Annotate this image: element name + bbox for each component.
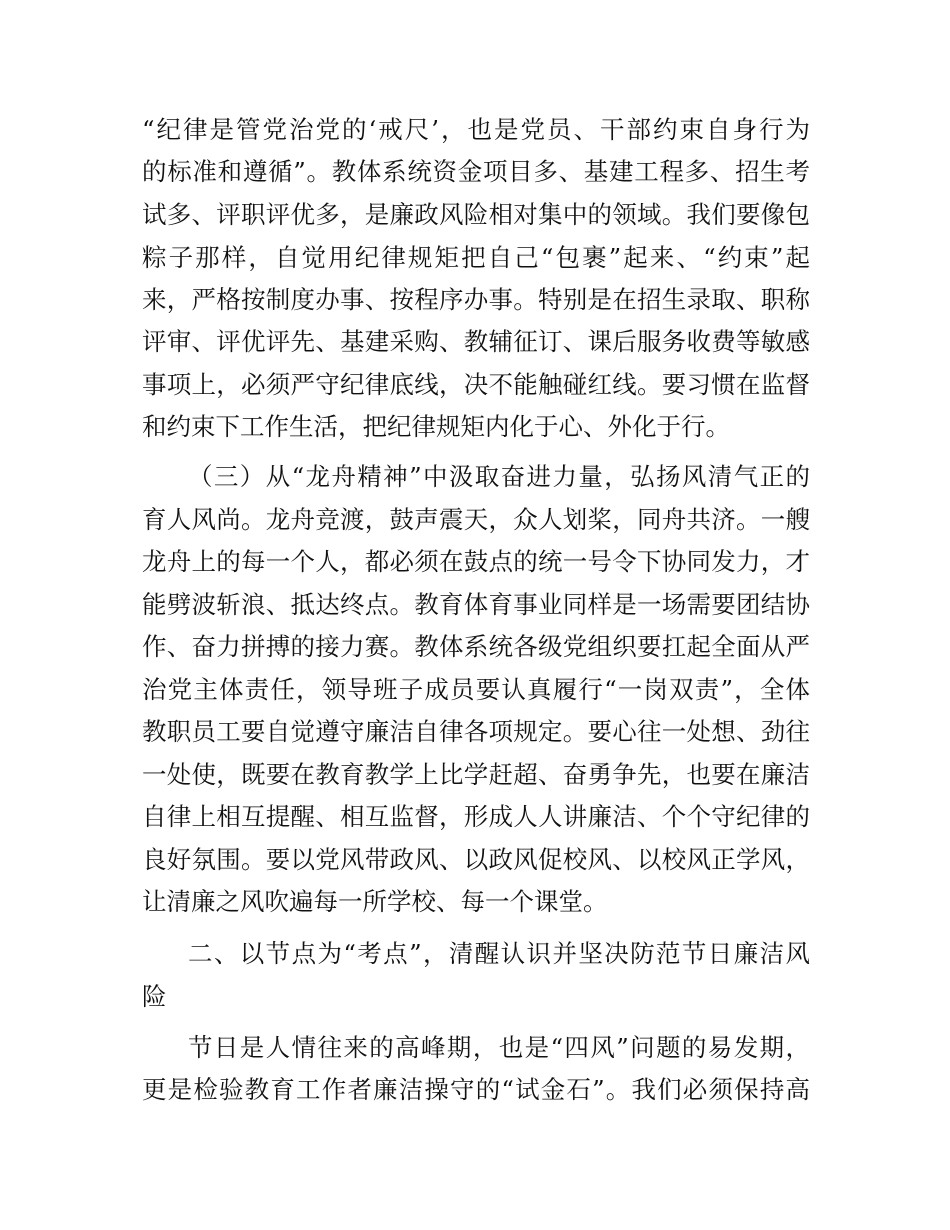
text-line: 治党主体责任，领导班子成员要认真履行“一岗双责”，全体 (142, 675, 810, 704)
section-heading-2-continuation: 险 (142, 982, 167, 1011)
text-line: 能劈波斩浪、抵达终点。教育体育事业同样是一场需要团结协 (142, 590, 810, 619)
text-line: 节日是人情往来的高峰期，也是“四风”问题的易发期， (188, 1033, 810, 1062)
text-line: 良好氛围。要以党风带政风、以政风促校风、以校风正学风， (142, 845, 810, 874)
text-line: 龙舟上的每一个人，都必须在鼓点的统一号令下协同发力，才 (142, 547, 810, 576)
section-heading-3: （三）从“龙舟精神”中汲取奋进力量，弘扬风清气正的 (188, 462, 810, 491)
text-line: 教职员工要自觉遵守廉洁自律各项规定。要心往一处想、劲往 (142, 717, 810, 746)
text-line: 的标准和遵循”。教体系统资金项目多、基建工程多、招生考 (142, 157, 810, 186)
text-line: 试多、评职评优多，是廉政风险相对集中的领域。我们要像包 (142, 200, 810, 229)
text-line: 更是检验教育工作者廉洁操守的“试金石”。我们必须保持高 (142, 1075, 810, 1104)
text-line: 粽子那样，自觉用纪律规矩把自己“包裹”起来、“约束”起 (142, 243, 810, 272)
section-heading-2: 二、以节点为“考点”，清醒认识并坚决防范节日廉洁风 (188, 939, 810, 968)
text-line: 评审、评优评先、基建采购、教辅征订、课后服务收费等敏感 (142, 327, 810, 356)
text-line: 作、奋力拼搏的接力赛。教体系统各级党组织要扛起全面从严 (142, 632, 810, 661)
text-line: 来，严格按制度办事、按程序办事。特别是在招生录取、职称 (142, 285, 810, 314)
text-line: “纪律是管党治党的‘戒尺’，也是党员、干部约束自身行为 (142, 115, 810, 144)
text-line: 事项上，必须严守纪律底线，决不能触碰红线。要习惯在监督 (142, 370, 810, 399)
text-line: 和约束下工作生活，把纪律规矩内化于心、外化于行。 (142, 412, 730, 441)
text-line: 自律上相互提醒、相互监督，形成人人讲廉洁、个个守纪律的 (142, 802, 810, 831)
text-line: 让清廉之风吹遍每一所学校、每一个课堂。 (142, 887, 608, 916)
text-line: 育人风尚。龙舟竞渡，鼓声震天，众人划桨，同舟共济。一艘 (142, 505, 810, 534)
text-line: 一处使，既要在教育教学上比学赶超、奋勇争先，也要在廉洁 (142, 760, 810, 789)
